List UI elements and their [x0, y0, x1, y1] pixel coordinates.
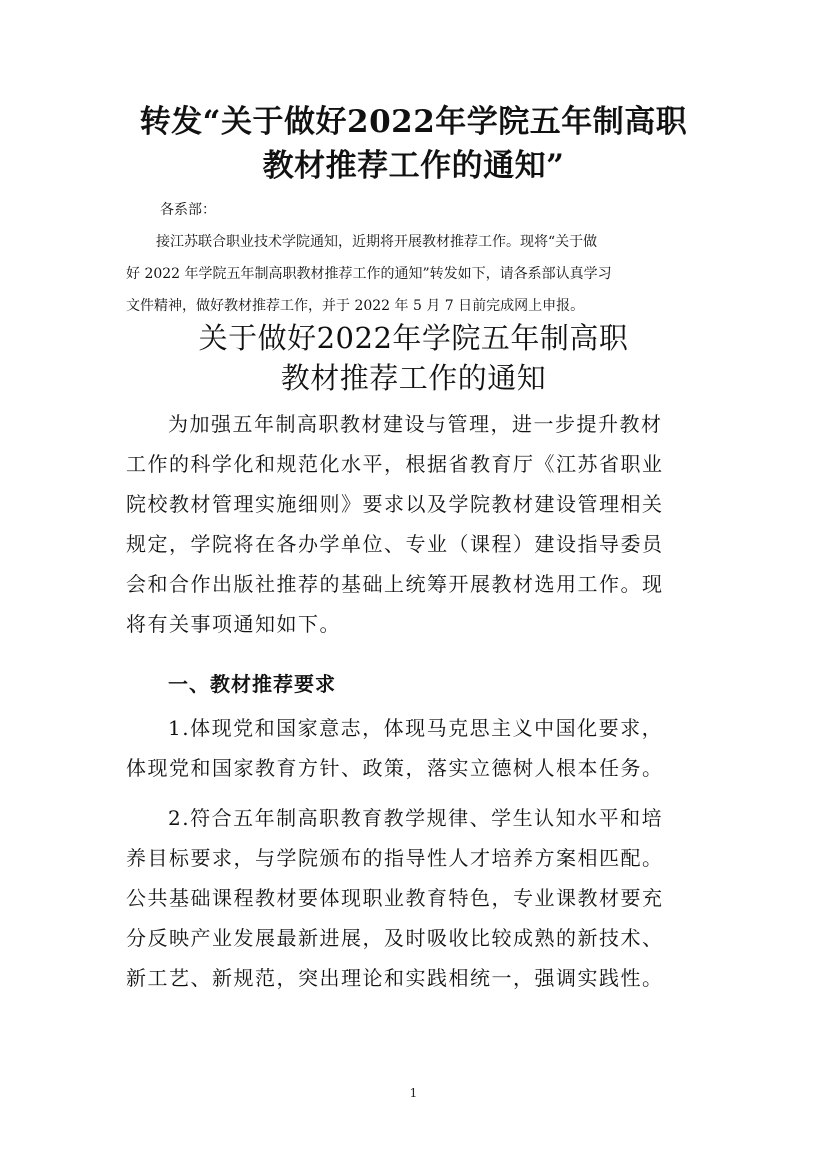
item-line: 新工艺、新规范，突出理论和实践相统一，强调实践性。 — [126, 966, 664, 990]
item-line: 2.符合五年制高职教育教学规律、学生认知水平和培 — [168, 806, 664, 830]
forward-title — [60, 100, 767, 188]
salutation: 各系部： — [160, 202, 216, 218]
requirement-item-2 — [126, 798, 696, 998]
paragraph-line: 会和合作出版社推荐的基础上统筹开展教材选用工作。现 — [126, 572, 664, 596]
item-line: 公共基础课程教材要体现职业教育特色，专业课教材要充 — [126, 886, 664, 910]
item-line: 养目标要求，与学院颁布的指导性人才培养方案相匹配。 — [126, 846, 664, 870]
intro-paragraph — [126, 226, 711, 322]
item-line: 体现党和国家教育方针、政策，落实立德树人根本任务。 — [126, 756, 664, 780]
page-number: 1 — [409, 1086, 418, 1100]
intro-line: 接江苏联合职业技术学院通知，近期将开展教材推荐工作。现将“关于做 — [156, 234, 598, 250]
paragraph-line: 将有关事项通知如下。 — [126, 612, 341, 636]
paragraph-line: 为加强五年制高职教材建设与管理，进一步提升教材 — [168, 412, 663, 436]
intro-line: 好 2022 年学院五年制高职教材推荐工作的通知”转发如下，请各系部认真学习 — [126, 266, 612, 282]
section-heading: 一、教材推荐要求 — [168, 672, 336, 696]
forward-title-line: 转发“关于做好2022年学院五年制高职 — [139, 104, 688, 140]
paragraph-line: 院校教材管理实施细则》要求以及学院教材建设管理相关 — [126, 492, 664, 516]
item-line: 分反映产业发展最新进展，及时吸收比较成熟的新技术、 — [126, 926, 664, 950]
paragraph-line: 工作的科学化和规范化水平，根据省教育厅《江苏省职业 — [126, 452, 664, 476]
notice-paragraph — [126, 404, 696, 644]
notice-title-line: 关于做好2022年学院五年制高职 — [198, 321, 629, 355]
intro-line: 文件精神，做好教材推荐工作，并于 2022 年 5 月 7 日前完成网上申报。 — [126, 298, 585, 314]
requirement-item-1 — [126, 708, 696, 788]
paragraph-line: 规定，学院将在各办学单位、专业（课程）建设指导委员 — [126, 532, 664, 556]
forward-title-line: 教材推荐工作的通知” — [262, 148, 565, 184]
item-line: 1.体现党和国家意志，体现马克思主义中国化要求， — [168, 716, 664, 740]
notice-title — [60, 318, 767, 398]
notice-title-line: 教材推荐工作的通知 — [280, 361, 547, 395]
